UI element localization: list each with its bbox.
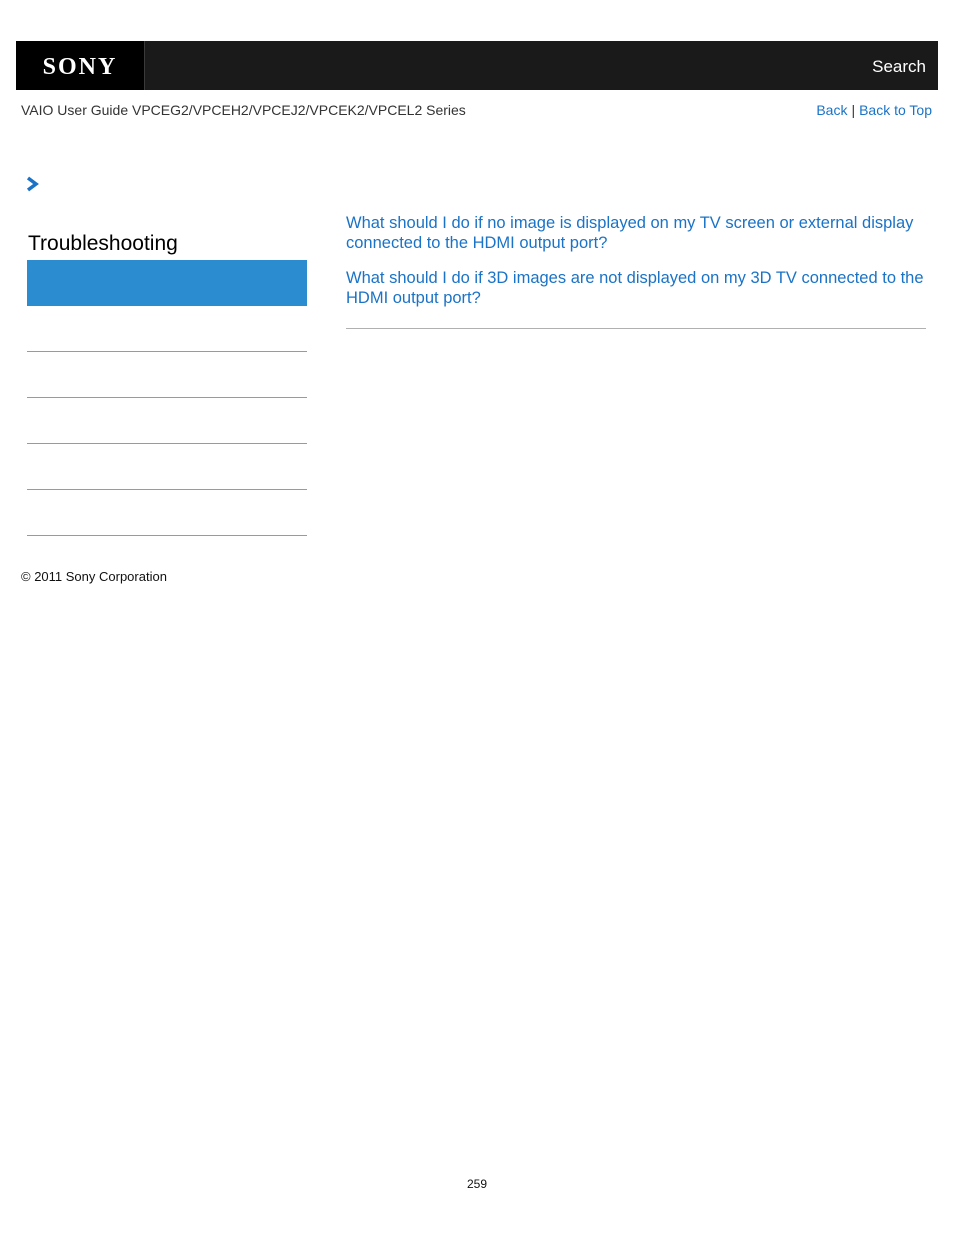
sony-logo-mark [28, 55, 132, 77]
search-button[interactable]: Search [872, 57, 926, 76]
topic-link-no-image-hdmi[interactable]: What should I do if no image is displayed on my TV screen or external display connected to the HDMI output port? [346, 214, 914, 252]
guide-title: VAIO User Guide VPCEG2/VPCEH2/VPCEJ2/VPCEK2/VPCEL2 Series [21, 102, 466, 118]
topic-links [346, 213, 926, 323]
top-nav [816, 102, 932, 118]
sidebar-list [27, 260, 307, 536]
breadcrumb-chevron-icon[interactable] [26, 176, 40, 197]
sidebar-item[interactable] [27, 306, 307, 352]
back-to-top-link[interactable]: Back to Top [859, 102, 932, 118]
content-divider [346, 328, 926, 329]
page-number: 259 [466, 1177, 488, 1191]
sidebar-item-active[interactable] [27, 260, 307, 306]
back-link[interactable]: Back [816, 102, 848, 118]
header-bar [16, 41, 938, 90]
copyright: © 2011 Sony Corporation [21, 569, 167, 584]
sidebar-title: Troubleshooting [28, 232, 178, 255]
sidebar-item[interactable] [27, 490, 307, 536]
topic-link-3d-hdmi[interactable]: What should I do if 3D images are not displayed on my 3D TV connected to the HDMI output port? [346, 269, 924, 307]
logo-separator [144, 41, 145, 90]
sidebar-item[interactable] [27, 352, 307, 398]
nav-separator: | [851, 102, 856, 118]
sidebar-item[interactable] [27, 398, 307, 444]
sony-logo[interactable] [16, 41, 144, 90]
sidebar-item[interactable] [27, 444, 307, 490]
svg-text:SONY: SONY [42, 54, 118, 77]
